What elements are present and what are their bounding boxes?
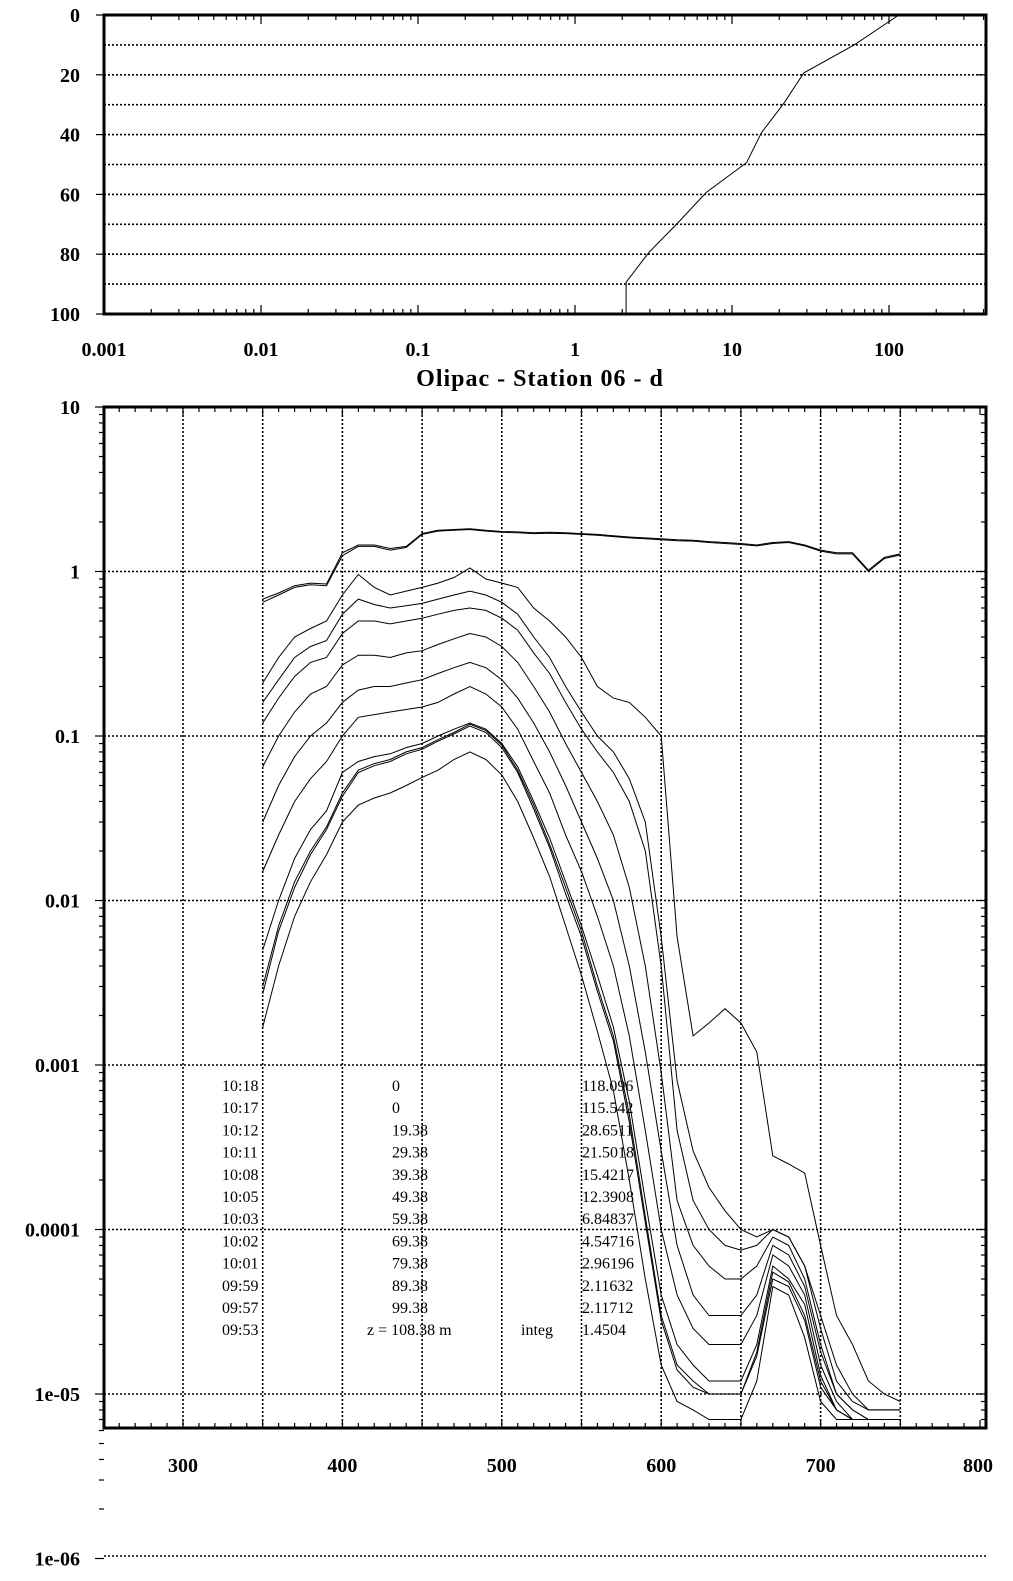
station-table: [222, 1078, 634, 1339]
row-time: 10:02: [222, 1233, 259, 1251]
table-row: [222, 1189, 634, 1206]
row-time: 09:59: [222, 1277, 259, 1295]
bottom-x-tick-label: 600: [646, 1455, 677, 1477]
row-depth: 99.38: [392, 1300, 428, 1317]
table-row: [222, 1100, 633, 1117]
row-depth: 0: [392, 1078, 400, 1095]
top-x-tick-label: 0.1: [405, 339, 431, 361]
top-x-tick-label: 0.001: [81, 339, 127, 361]
spectra-chart: [25, 397, 993, 1571]
top-x-tick-label: 0.01: [243, 339, 279, 361]
top-x-tick-label: 1: [570, 339, 580, 361]
depth-profile-line: [626, 15, 900, 314]
bottom-y-tick-labels: [25, 397, 80, 1571]
row-depth: 19.38: [392, 1122, 428, 1140]
top-y-tick-label: 60: [60, 184, 80, 207]
row-time: 10:12: [222, 1122, 259, 1140]
footer-depth: z = 108.38 m: [367, 1322, 452, 1340]
row-time: 10:08: [222, 1166, 259, 1184]
bottom-y-tick-label: 1e-06: [34, 1548, 80, 1571]
footer-value: 1.4504: [582, 1322, 626, 1340]
top-y-tick-label: 0: [70, 5, 80, 27]
bottom-gridlines: [104, 407, 986, 1428]
footer-time: 09:53: [222, 1322, 259, 1340]
bottom-y-tick-label: 10: [60, 397, 80, 419]
bottom-axis-ticks: [95, 407, 986, 1559]
bottom-x-tick-label: 500: [486, 1455, 517, 1477]
row-value: 12.3908: [582, 1189, 634, 1206]
bottom-x-tick-label: 800: [963, 1455, 993, 1477]
row-value: 2.11712: [582, 1300, 634, 1317]
top-x-tick-label: 100: [874, 339, 904, 361]
row-value: 15.4217: [582, 1166, 634, 1184]
footer-integ-label: integ: [521, 1322, 553, 1340]
bottom-y-tick-label: 1e-05: [34, 1384, 80, 1406]
bottom-y-tick-label: 0.001: [35, 1055, 80, 1077]
table-row: [222, 1211, 634, 1228]
bottom-x-tick-label: 400: [327, 1455, 358, 1477]
row-depth: 69.38: [392, 1233, 428, 1251]
top-y-tick-label: 80: [60, 244, 80, 267]
bottom-x-tick-label: 700: [805, 1455, 836, 1477]
row-value: 28.6511: [582, 1122, 634, 1140]
row-depth: 49.38: [392, 1189, 428, 1206]
table-row: [222, 1122, 633, 1139]
row-time: 09:57: [222, 1300, 259, 1317]
top-y-tick-label: 100: [50, 304, 80, 326]
row-time: 10:18: [222, 1078, 259, 1095]
row-value: 115.542: [582, 1100, 634, 1118]
top-y-tick-label: 20: [60, 64, 80, 87]
row-value: 21.5018: [582, 1144, 634, 1162]
row-depth: 29.38: [392, 1144, 428, 1162]
top-x-tick-labels: [82, 339, 905, 361]
row-time: 10:11: [222, 1144, 258, 1162]
table-row: [222, 1078, 633, 1095]
bottom-y-tick-label: 0.0001: [25, 1219, 80, 1242]
table-row: [222, 1300, 633, 1317]
row-value: 4.54716: [582, 1233, 634, 1251]
row-time: 10:03: [222, 1211, 259, 1229]
bottom-x-tick-labels: [168, 1455, 993, 1477]
bottom-y-tick-label: 0.01: [45, 890, 80, 913]
row-value: 2.11632: [582, 1277, 634, 1295]
chart-title: Olipac - Station 06 - d: [416, 366, 664, 392]
row-value: 118.096: [582, 1078, 634, 1095]
row-depth: 39.38: [392, 1166, 428, 1184]
bottom-x-tick-label: 300: [168, 1455, 198, 1477]
top-x-tick-label: 10: [722, 339, 742, 361]
depth-profile-chart: [50, 5, 986, 361]
table-row: [222, 1256, 634, 1273]
row-depth: 59.38: [392, 1211, 428, 1229]
row-value: 2.96196: [582, 1255, 634, 1273]
table-row: [222, 1145, 634, 1162]
top-y-tick-label: 40: [60, 124, 80, 147]
table-row: [222, 1167, 634, 1184]
table-row: [222, 1278, 633, 1295]
row-time: 10:17: [222, 1100, 259, 1118]
bottom-y-tick-label: 0.1: [55, 726, 80, 748]
bottom-plot-frame: [104, 407, 986, 1428]
row-value: 6.84837: [582, 1211, 634, 1229]
row-time: 10:01: [222, 1255, 259, 1273]
table-row: [222, 1233, 634, 1250]
row-depth: 89.38: [392, 1277, 428, 1295]
row-depth: 79.38: [392, 1255, 428, 1273]
table-footer: [222, 1322, 626, 1339]
bottom-y-tick-label: 1: [70, 561, 80, 584]
top-gridlines: [104, 45, 986, 284]
top-y-tick-labels: [50, 5, 80, 326]
row-time: 10:05: [222, 1189, 259, 1206]
row-depth: 0: [392, 1100, 400, 1118]
